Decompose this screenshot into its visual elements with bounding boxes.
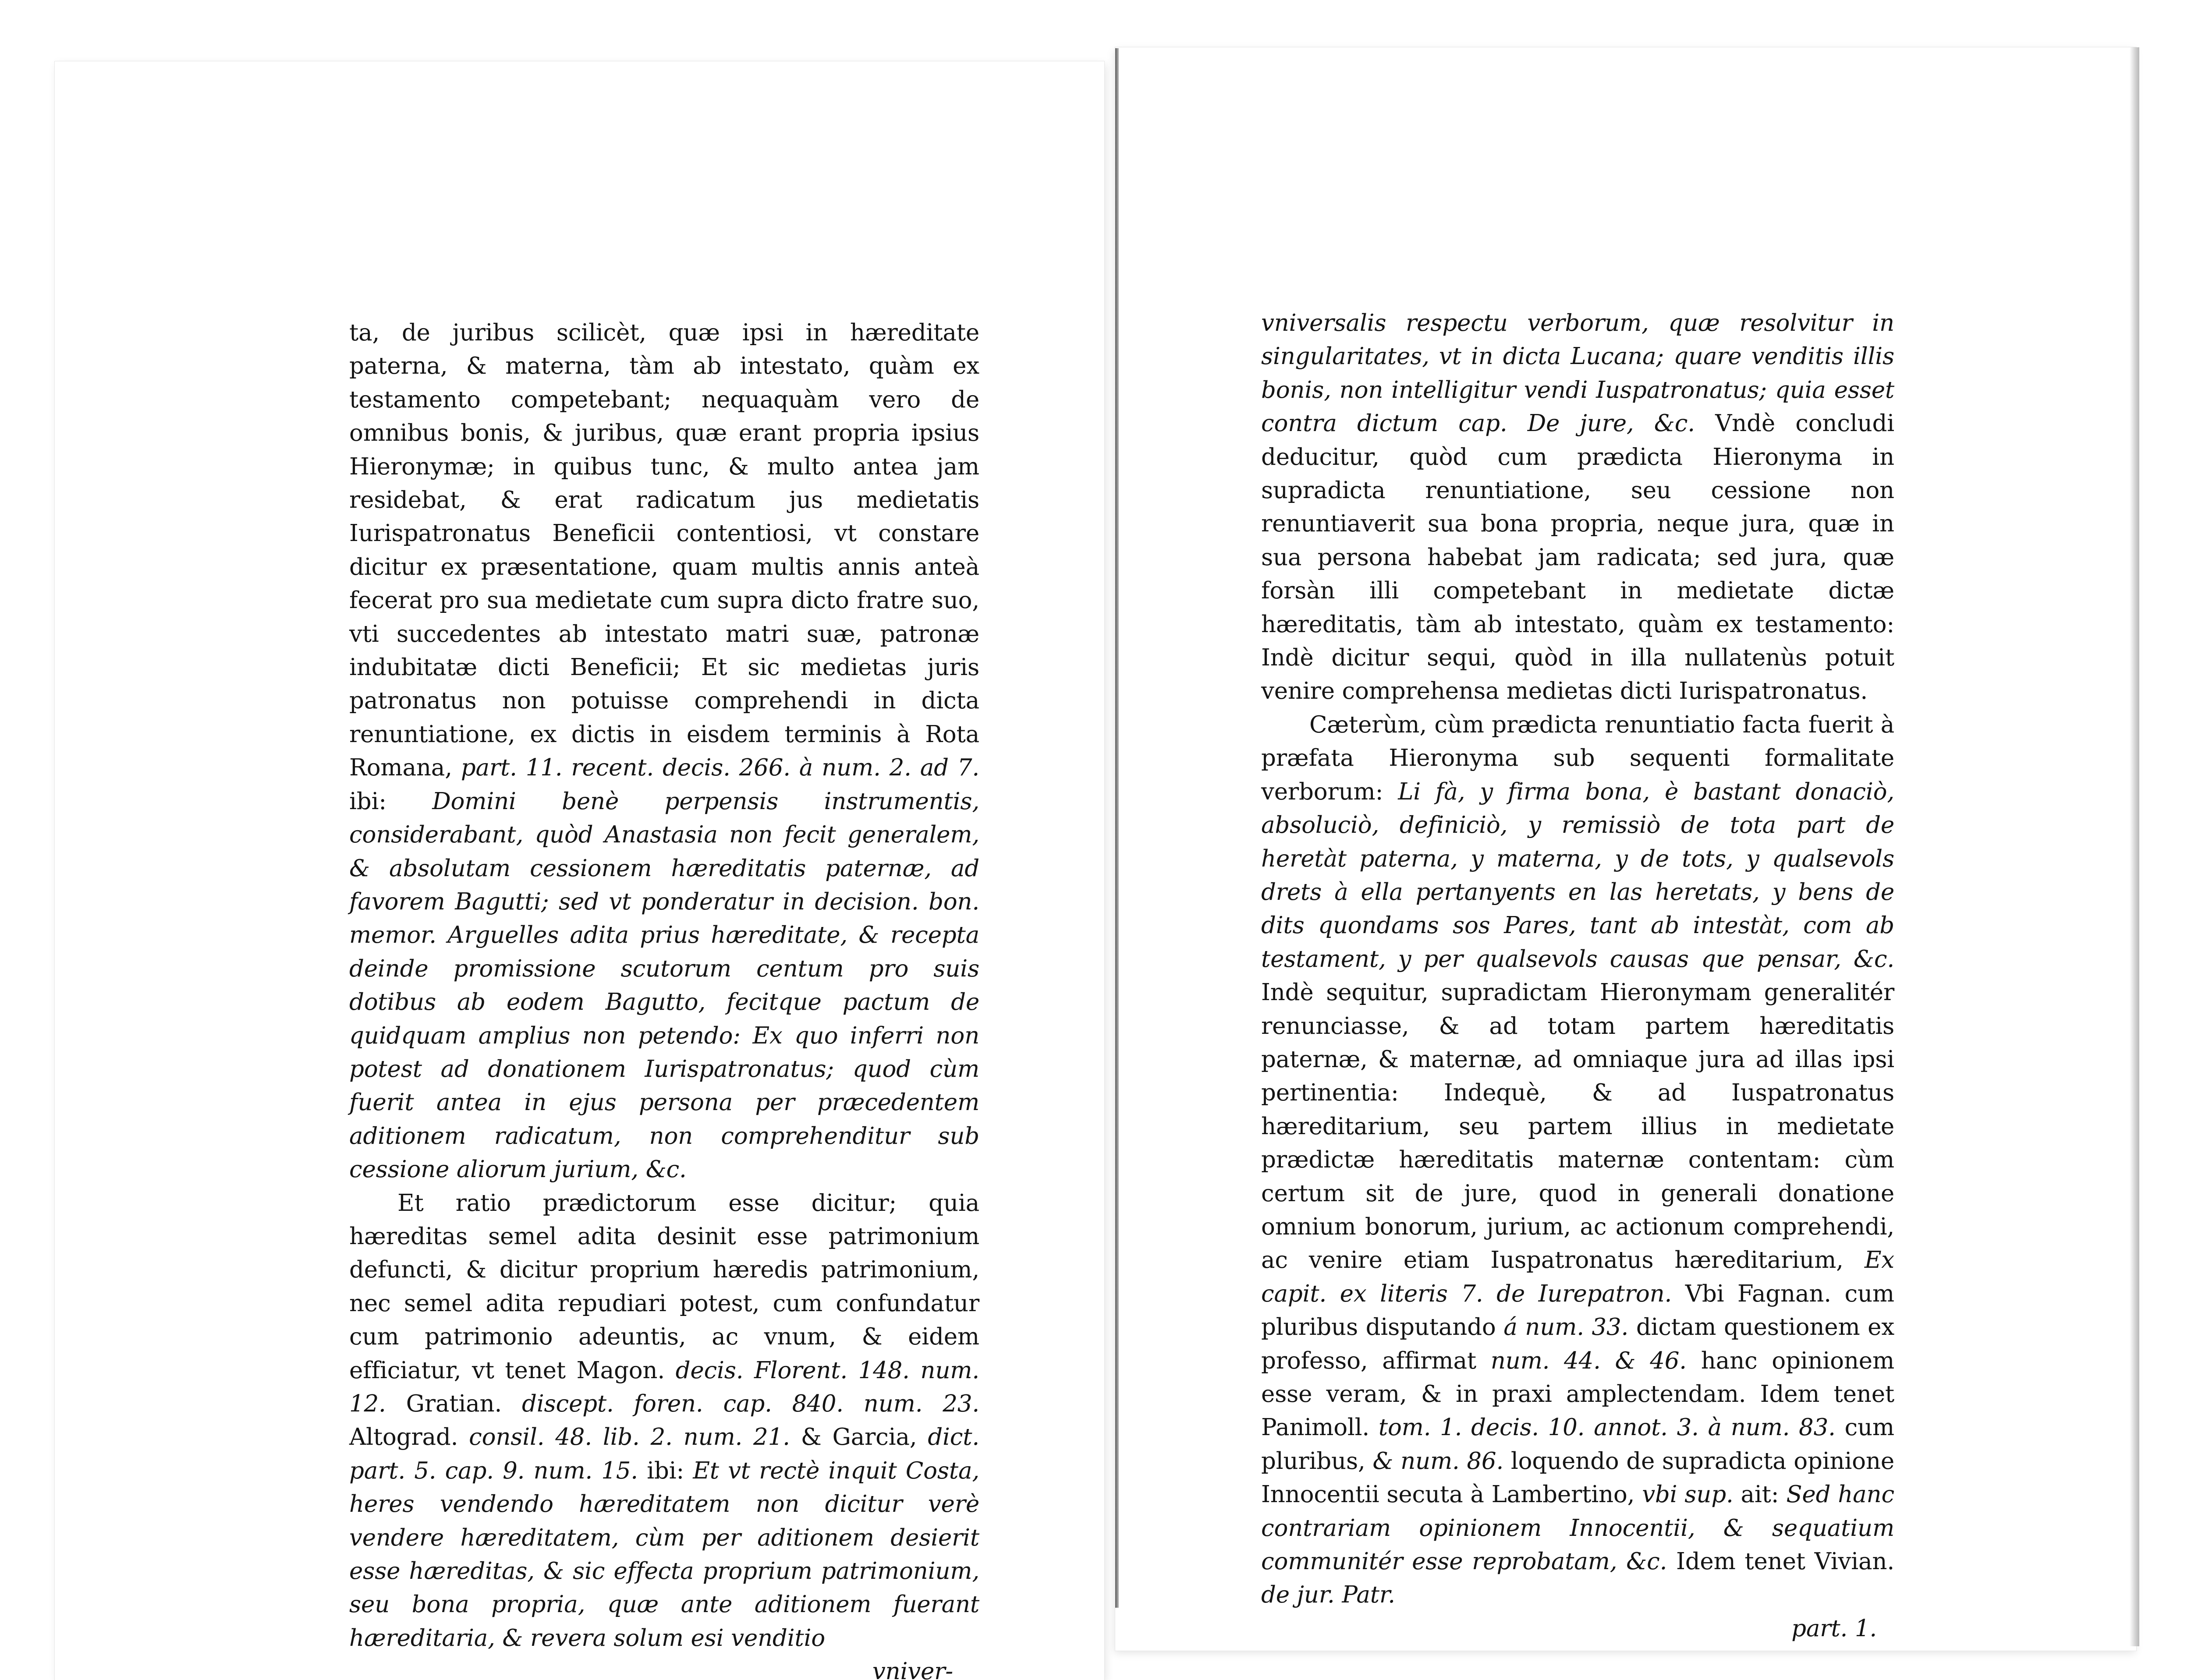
- text-run: hanc opinionem esse veram, & in praxi amplectendam. Idem tenet Panimoll.: [1261, 1347, 1894, 1441]
- left-paragraph-1: [349, 316, 979, 1187]
- text-run: ibi:: [638, 1457, 693, 1484]
- text-run: Gratian.: [386, 1390, 522, 1417]
- text-run: á num. 33.: [1503, 1314, 1629, 1341]
- text-run: discept. foren. cap. 840. num. 23.: [522, 1390, 979, 1417]
- text-run: ibi:: [349, 788, 433, 815]
- text-run: vbi sup.: [1642, 1481, 1734, 1508]
- text-run: Idem tenet Vivian.: [1667, 1548, 1894, 1575]
- text-run: Altograd.: [349, 1424, 469, 1451]
- text-run: num. 44. & 46.: [1490, 1347, 1687, 1374]
- text-run: part. 11. recent. decis. 266. à num. 2. ad 7.: [461, 754, 979, 782]
- text-run: ait:: [1733, 1481, 1787, 1508]
- text-run: Li fà, y firma bona, è bastant donaciò, absoluciò, definiciò, y remissiò de tota part de heretàt paterna, y materna, y de tots, y qualsevols drets à ella pertanyents en las heretats, y bens de dits quondams sos Pares, tant ab intestàt, com ab testament, y per qualsevols causas que pensar, &c.: [1261, 778, 1894, 973]
- text-run: decis. Florent. 148. num. 12.: [349, 1357, 980, 1417]
- right-paragraph-2: [1261, 708, 1894, 1612]
- text-run: & num. 86.: [1372, 1447, 1504, 1475]
- text-run: de jur. Patr.: [1261, 1581, 1395, 1609]
- text-run: Domini benè perpensis instrumentis, considerabant, quòd Anastasia non fecit generalem, & absolutam cessionem hæreditatis paternæ, ad favorem Bagutti; sed vt ponderatur in decision. bon. memor. Arguelles adita prius hæreditate, & recepta deinde promissione scutorum centum pro suis dotibus ab eodem Bagutto, fecitque pactum de quidquam amplius non petendo:: [349, 788, 979, 1049]
- left-text-column: [349, 316, 979, 1680]
- text-run: Vbi Fagnan. cum pluribus disputando: [1261, 1280, 1894, 1341]
- text-run: vniversalis respectu verborum, quæ resolvitur in singularitates, vt in dicta Lucana; quare venditis illis bonis, non intelligitur vendi Iuspatronatus; quia esset contra dictum cap. De jure, &c.: [1261, 310, 1894, 437]
- right-catchword: part. 1.: [1791, 1615, 1877, 1642]
- page-edge: [2130, 47, 2139, 1646]
- text-run: consil. 48. lib. 2. num. 21.: [469, 1424, 790, 1451]
- text-run: Vndè concludi deducitur, quòd cum prædicta Hieronyma in supradicta renuntiatione, seu cessione non renuntiaverit sua bona propria, neque jura, quæ in sua persona habebat jam radicata; sed jura, quæ forsàn illi competebant in medietate dictæ hæreditatis, tàm ab intestato, quàm ex testamento: Indè dicitur sequi, quòd in illa nullatenùs potuit venire comprehensa medietas dicti Iurispatronatus.: [1261, 410, 1894, 705]
- text-run: Ex capit. ex literis 7. de Iurepatron.: [1261, 1247, 1894, 1307]
- left-catchword: vniver-: [872, 1658, 953, 1680]
- text-run: Ex quo inferri non potest ad donationem Iurispatronatus; quod cùm fuerit antea in ejus persona per præcedentem aditionem radicatum, non comprehenditur sub cessione aliorum jurium, &c.: [349, 1022, 979, 1183]
- text-run: cum pluribus,: [1261, 1414, 1894, 1475]
- text-run: tom. 1. decis. 10. annot. 3. à num. 83.: [1378, 1414, 1836, 1441]
- right-paragraph-1: [1261, 307, 1894, 708]
- text-run: & Garcia,: [790, 1424, 928, 1451]
- text-run: ta, de juribus scilicèt, quæ ipsi in hæreditate paterna, & materna, tàm ab intestato, quàm ex testamento competebant; nequaquàm vero de omnibus bonis, & juribus, quæ erant propria ipsius Hieronymæ; in quibus tunc, & multo antea jam residebat, & erat radicatum jus medietatis Iurispatronatus Beneficii contentiosi, vt constare dicitur ex præsentatione, quam multis annis anteà fecerat pro sua medietate cum supra dicto fratre suo, vti succedentes ab intestato matri suæ, patronæ indubitatæ dicti Beneficii; Et sic medietas juris patronatus non potuisse comprehendi in dicta renuntiatione, ex dictis in eisdem terminis à Rota Romana,: [349, 319, 979, 782]
- text-run: dict. part. 5. cap. 9. num. 15.: [349, 1424, 979, 1484]
- text-run: Cæterùm, cùm prædicta renuntiatio facta fuerit à præfata Hieronyma sub sequenti formalitate verborum:: [1261, 711, 1894, 805]
- text-run: Sed hanc contrariam opinionem Innocentii, & sequatium communitér esse reprobatam, &c.: [1261, 1481, 1894, 1575]
- text-run: Et vt rectè inquit Costa, heres vendendo hæreditatem non dicitur verè vendere hæreditatem, cùm per aditionem desierit esse hæreditas, & sic effecta proprium patrimonium, seu bona propria, quæ ante aditionem fuerant hæreditaria, & revera solum esi venditio: [349, 1457, 980, 1652]
- text-run: Indè sequitur, supradictam Hieronymam generalitér renunciasse, & ad totam partem hæreditatis paternæ, & maternæ, ad omniaque jura ad illas ipsi pertinentia: Indequè, & ad Iuspatronatus hæreditarium, seu partem illius in medietate prædictæ hæreditatis maternæ contentam: cùm certum sit de jure, quod in generali donatione omnium bonorum, jurium, ac actionum comprehendi, ac venire etiam Iuspatronatus hæreditarium,: [1261, 979, 1894, 1274]
- right-text-column: [1261, 307, 1894, 1645]
- left-paragraph-2: [349, 1187, 979, 1655]
- text-run: loquendo de supradicta opinione Innocentii secuta à Lambertino,: [1261, 1447, 1894, 1508]
- book-gutter: [1115, 48, 1119, 1608]
- text-run: dictam questionem ex professo, affirmat: [1261, 1314, 1895, 1374]
- text-run: Et ratio prædictorum esse dicitur; quia hæreditas semel adita desinit esse patrimonium defuncti, & dicitur proprium hæredis patrimonium, nec semel adita repudiari potest, cum confundatur cum patrimonio adeuntis, ac vnum, & eidem efficiatur, vt tenet Magon.: [349, 1189, 979, 1384]
